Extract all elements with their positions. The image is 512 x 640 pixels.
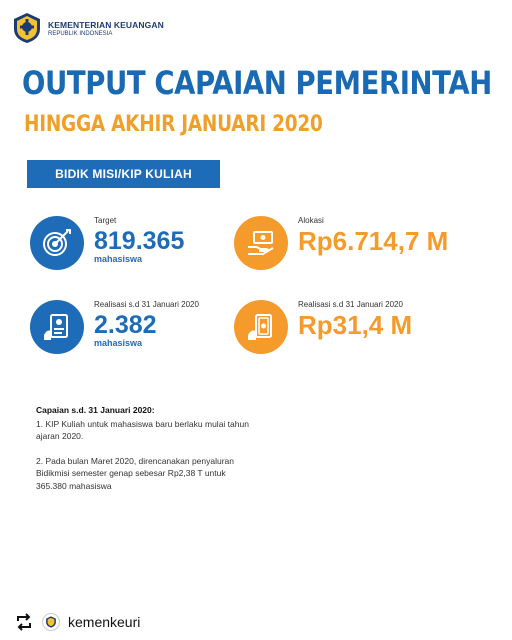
money-hand-icon (234, 216, 288, 270)
ministry-logo-icon (12, 12, 42, 44)
realisasi-rupiah-label: Realisasi s.d 31 Januari 2020 (298, 300, 403, 309)
republic-name: REPUBLIK INDONESIA (48, 30, 113, 37)
realisasi-rupiah-value: Rp31,4 M (298, 310, 413, 340)
realisasi-mahasiswa-unit: mahasiswa (94, 338, 143, 348)
account-avatar[interactable] (42, 613, 60, 631)
alokasi-label: Alokasi (298, 216, 324, 225)
alokasi-value: Rp6.714,7 M (298, 226, 449, 256)
notes-heading: Capaian s.d. 31 Januari 2020: (36, 405, 155, 415)
realisasi-mahasiswa-label: Realisasi s.d 31 Januari 2020 (94, 300, 199, 309)
achievement-notes (36, 404, 256, 504)
repost-icon[interactable] (14, 612, 34, 632)
notes-point-2: 2. Pada bulan Maret 2020, direncanakan penyaluran Bidikmisi semester genap sebesar Rp2,38 T untuk 365.380 mahasiswa (36, 455, 235, 491)
target-icon (30, 216, 84, 270)
stat-realisasi-rupiah (234, 300, 412, 354)
target-unit: mahasiswa (94, 254, 143, 264)
account-username[interactable]: kemenkeuri (68, 614, 141, 630)
page-subtitle: HINGGA AKHIR JANUARI 2020 (24, 112, 323, 137)
stat-alokasi (234, 216, 448, 270)
ministry-name: KEMENTERIAN KEUANGAN (48, 19, 164, 30)
stat-realisasi-mahasiswa (30, 300, 199, 354)
target-value: 819.365 (94, 227, 185, 255)
realisasi-mahasiswa-value: 2.382 (94, 311, 157, 339)
repost-footer (0, 604, 512, 640)
header (12, 12, 164, 44)
money-stack-icon (234, 300, 288, 354)
student-card-icon (30, 300, 84, 354)
target-label: Target (94, 216, 117, 225)
notes-point-1: 1. KIP Kuliah untuk mahasiswa baru berlaku mulai tahun ajaran 2020. (36, 418, 249, 441)
page-title: OUTPUT CAPAIAN PEMERINTAH (22, 64, 492, 102)
stat-target (30, 216, 184, 270)
program-banner: BIDIK MISI/KIP KULIAH (27, 160, 220, 188)
